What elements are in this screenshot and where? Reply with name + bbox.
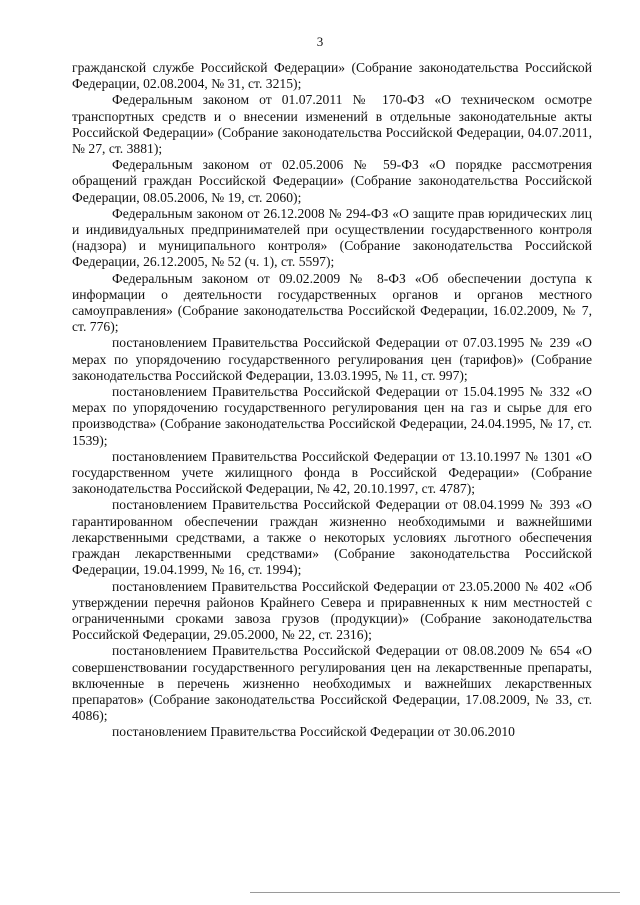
- paragraph: постановлением Правительства Российской Федерации от 23.05.2000 № 402 «Об утверждении перечня районов Крайнего Севера и приравненных к ним местностей с ограниченными сроками завоза грузов (продукции)» (Собрание законодательства Российской Федерации, 29.05.2000, № 22, ст. 2316);: [72, 578, 592, 643]
- paragraph: Федеральным законом от 09.02.2009 № 8-ФЗ «Об обеспечении доступа к информации о деятельности государственных органов и органов местного самоуправления» (Собрание законодательства Российской Федерации, 16.02.2009, № 7, ст. 776);: [72, 270, 592, 335]
- page-number: 3: [316, 34, 324, 49]
- paragraph: постановлением Правительства Российской Федерации от 13.10.1997 № 1301 «О государственном учете жилищного фонда в Российской Федерации» (Собрание законодательства Российской Федерации, № 42, 20.10.1997, ст. 4787);: [72, 448, 592, 497]
- document-body: [72, 60, 592, 741]
- paragraph: постановлением Правительства Российской Федерации от 30.06.2010: [112, 724, 515, 740]
- paragraph: Федеральным законом от 02.05.2006 № 59-ФЗ «О порядке рассмотрения обращений граждан Российской Федерации» (Собрание законодательства Российской Федерации, 08.05.2006, № 19, ст. 2060);: [72, 157, 592, 205]
- paragraph: Федеральным законом от 26.12.2008 № 294-ФЗ «О защите прав юридических лиц и индивидуальных предпринимателей при осуществлении государственного контроля (надзора) и муниципального контроля» (Собрание законодательства Российской Федерации, 26.12.2005, № 52 (ч. 1), ст. 5597);: [72, 205, 592, 270]
- paragraph: постановлением Правительства Российской Федерации от 07.03.1995 № 239 «О мерах по упорядочению государственного регулирования цен (тарифов)» (Собрание законодательства Российской Федерации, 13.03.1995, № 11, ст. 997);: [72, 335, 592, 383]
- scan-edge-line: [250, 892, 620, 893]
- paragraph-continuation: гражданской службе Российской Федерации» (Собрание законодательства Российской Федерации, 02.08.2004, № 31, ст. 3215);: [72, 60, 592, 92]
- paragraph: Федеральным законом от 01.07.2011 № 170-ФЗ «О техническом осмотре транспортных средств и о внесении изменений в отдельные законодательные акты Российской Федерации» (Собрание законодательства Российской Федерации, 04.07.2011, № 27, ст. 3881);: [72, 92, 592, 157]
- paragraph: постановлением Правительства Российской Федерации от 08.04.1999 № 393 «О гарантированном обеспечении граждан жизненно необходимыми и важнейшими лекарственными средствами, а также о некоторых условиях льготного обеспечения граждан лекарственными средствами» (Собрание законодательства Российской Федерации, 19.04.1999, № 16, ст. 1994);: [72, 497, 592, 578]
- paragraph: постановлением Правительства Российской Федерации от 15.04.1995 № 332 «О мерах по упорядочению государственного регулирования цен на газ и сырье для его производства» (Собрание законодательства Российской Федерации, 24.04.1995, № 17, ст. 1539);: [72, 384, 592, 448]
- paragraph: постановлением Правительства Российской Федерации от 08.08.2009 № 654 «О совершенствовании государственного регулирования цен на лекарственные препараты, включенные в перечень жизненно необходимых и важнейших лекарственных препаратов» (Собрание законодательства Российской Федерации, 17.08.2009, № 33, ст. 4086);: [72, 643, 592, 724]
